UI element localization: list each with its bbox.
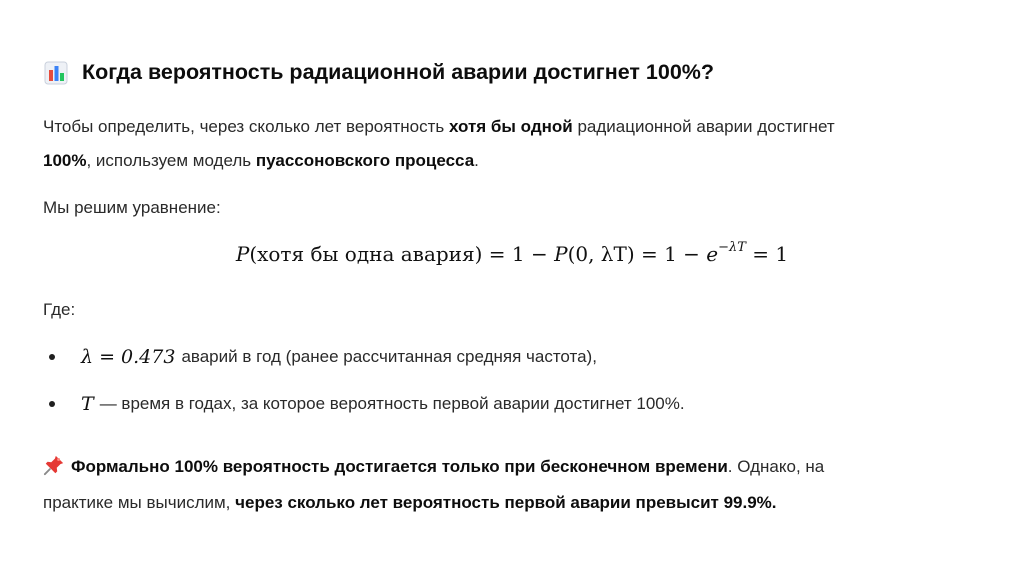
bullet-dot (49, 354, 55, 360)
formula-p2: P (554, 242, 568, 266)
formula-exponent: −λT (718, 240, 746, 255)
intro-bold-3: пуассоновского процесса (255, 151, 475, 170)
bullet-dot (49, 401, 55, 407)
note-bold-1: Формально 100% вероятность достигается только при бесконечном времени (71, 457, 728, 476)
note-paragraph (43, 449, 824, 521)
pushpin-icon (43, 454, 65, 476)
formula-e: e (706, 242, 719, 266)
solve-paragraph: Мы решим уравнение: (43, 198, 221, 217)
list-item-text: — время в годах, за которое вероятность первой аварии достигнет 100%. (99, 394, 685, 413)
intro-text-4: . (474, 151, 479, 170)
intro-text-3: , используем модель (86, 151, 256, 170)
bar-chart-icon (44, 61, 68, 85)
list-item (43, 393, 685, 415)
heading-text: Когда вероятность радиационной аварии достигнет 100%? (82, 60, 715, 84)
section-heading (44, 60, 714, 85)
intro-text-2: радиационной аварии достигнет (572, 117, 835, 136)
formula-rhs: = 1 (745, 242, 789, 266)
formula-p: P (235, 242, 250, 266)
t-math: T (81, 393, 94, 415)
intro-paragraph (43, 110, 835, 178)
intro-text-1: Чтобы определить, через сколько лет вероятность (43, 117, 449, 136)
probability-formula (0, 240, 1024, 266)
list-item-text: аварий в год (ранее рассчитанная средняя частота), (181, 347, 597, 366)
note-text-1: . Однако, на (727, 457, 825, 476)
intro-bold-1: хотя бы одной (448, 117, 573, 136)
intro-bold-2: 100% (43, 151, 87, 170)
note-text-2: практике мы вычислим, (43, 493, 236, 512)
list-item (43, 346, 597, 368)
where-label: Где: (43, 300, 76, 319)
formula-arg: (хотя бы одна авария) = 1 − (249, 242, 555, 266)
lambda-math: λ = 0.473 (81, 346, 176, 368)
formula-arg2: (0, λT) = 1 − (567, 242, 707, 266)
note-bold-2: через сколько лет вероятность первой аварии превысит 99.9%. (235, 493, 777, 512)
